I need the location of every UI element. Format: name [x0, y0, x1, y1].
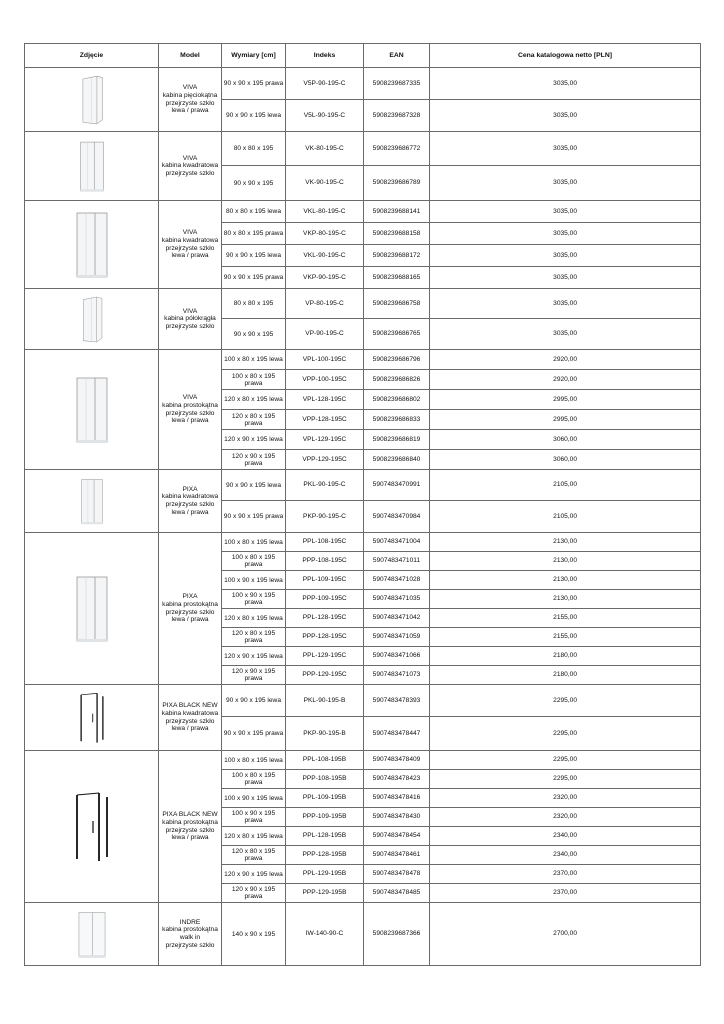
dimensions-cell: 90 x 90 x 195	[222, 166, 286, 201]
index-cell: PPP-128-195B	[286, 846, 364, 865]
model-cell	[159, 201, 222, 289]
price-cell: 2340,00	[430, 827, 701, 846]
walk-in-shower-icon	[69, 907, 115, 962]
dimensions-cell: 90 x 90 x 195 lewa	[222, 470, 286, 501]
price-cell: 2180,00	[430, 666, 701, 685]
product-photo	[25, 533, 159, 685]
price-cell: 3035,00	[430, 245, 701, 267]
index-cell: IW-140-90-C	[286, 903, 364, 966]
table-row	[25, 903, 701, 966]
price-cell: 3060,00	[430, 430, 701, 450]
ean-cell: 5907483471035	[364, 590, 430, 609]
index-cell: VPP-100-195C	[286, 370, 364, 390]
price-cell: 2920,00	[430, 350, 701, 370]
price-cell: 2370,00	[430, 884, 701, 903]
index-cell: VPP-128-195C	[286, 410, 364, 430]
index-cell: PPL-109-195C	[286, 571, 364, 590]
ean-cell: 5907483478409	[364, 751, 430, 770]
table-row	[25, 685, 701, 717]
index-cell: PKP-90-195-C	[286, 501, 364, 533]
square-shower-icon	[69, 136, 115, 197]
table-row	[25, 289, 701, 319]
ean-cell: 5907483471011	[364, 552, 430, 571]
price-cell: 2130,00	[430, 552, 701, 571]
price-cell: 2370,00	[430, 865, 701, 884]
dimensions-cell: 120 x 80 x 195 lewa	[222, 609, 286, 628]
ean-cell: 5907483471042	[364, 609, 430, 628]
ean-cell: 5907483478423	[364, 770, 430, 789]
ean-cell: 5907483478393	[364, 685, 430, 717]
price-cell: 3035,00	[430, 132, 701, 166]
dimensions-cell: 100 x 80 x 195 lewa	[222, 751, 286, 770]
dimensions-cell: 90 x 90 x 195 prawa	[222, 68, 286, 100]
index-cell: VKP-80-195-C	[286, 223, 364, 245]
price-cell: 2105,00	[430, 501, 701, 533]
index-cell: VKP-90-195-C	[286, 267, 364, 289]
ean-cell: 5908239688165	[364, 267, 430, 289]
index-cell: VPP-129-195C	[286, 450, 364, 470]
rectangular-shower-icon	[69, 569, 115, 649]
model-cell	[159, 903, 222, 966]
price-cell: 3035,00	[430, 267, 701, 289]
price-cell: 2130,00	[430, 571, 701, 590]
model-cell	[159, 751, 222, 903]
price-cell: 3035,00	[430, 166, 701, 201]
model-description: walk in	[179, 934, 201, 941]
header-row	[25, 44, 701, 68]
index-cell: VPL-100-195C	[286, 350, 364, 370]
dimensions-cell: 80 x 80 x 195 lewa	[222, 201, 286, 223]
price-cell: 3035,00	[430, 319, 701, 350]
product-photo	[25, 289, 159, 350]
table-row	[25, 533, 701, 552]
model-description: lewa / prawa	[171, 616, 209, 624]
ean-cell: 5908239686796	[364, 350, 430, 370]
header-photo: Zdjęcie	[25, 44, 159, 68]
model-description: kabina kwadratowa	[161, 709, 219, 717]
ean-cell: 5908239687328	[364, 100, 430, 132]
model-description: przejrzyste szkło	[165, 941, 215, 949]
dimensions-cell: 120 x 90 x 195 lewa	[222, 647, 286, 666]
ean-cell: 5908239687366	[364, 903, 430, 966]
price-cell: 2295,00	[430, 685, 701, 717]
ean-cell: 5907483471004	[364, 533, 430, 552]
ean-cell: 5907483478478	[364, 865, 430, 884]
index-cell: PPP-128-195C	[286, 628, 364, 647]
index-cell: VK-80-195-C	[286, 132, 364, 166]
index-cell: PKL-90-195-B	[286, 685, 364, 717]
index-cell: VP-80-195-C	[286, 289, 364, 319]
model-description: przejrzyste szkło	[165, 169, 215, 177]
model-description: przejrzyste szkło	[165, 322, 215, 330]
ean-cell: 5907483471059	[364, 628, 430, 647]
ean-cell: 5907483478454	[364, 827, 430, 846]
dimensions-cell: 100 x 80 x 195 prawa	[222, 770, 286, 789]
model-description: przejrzyste szkło	[165, 244, 215, 252]
ean-cell: 5907483471073	[364, 666, 430, 685]
product-photo	[25, 132, 159, 201]
model-cell	[159, 132, 222, 201]
index-cell: VPL-129-195C	[286, 430, 364, 450]
price-cell: 2320,00	[430, 789, 701, 808]
model-description: kabina prostokątna	[162, 600, 218, 608]
dimensions-cell: 100 x 80 x 195 prawa	[222, 370, 286, 390]
ean-cell: 5907483470991	[364, 470, 430, 501]
dimensions-cell: 90 x 90 x 195	[222, 319, 286, 350]
ean-cell: 5908239688172	[364, 245, 430, 267]
price-cell: 3035,00	[430, 100, 701, 132]
ean-cell: 5908239686819	[364, 430, 430, 450]
model-name: VIVA	[182, 84, 198, 92]
product-photo	[25, 903, 159, 966]
dimensions-cell: 100 x 80 x 195 lewa	[222, 533, 286, 552]
model-description: kabina prostokątna	[162, 926, 218, 934]
black-frame-shower-icon	[69, 787, 115, 867]
price-cell: 2155,00	[430, 628, 701, 647]
ean-cell: 5908239688141	[364, 201, 430, 223]
price-cell: 2105,00	[430, 470, 701, 501]
index-cell: PKP-90-195-B	[286, 717, 364, 751]
product-photo	[25, 470, 159, 533]
index-cell: PPL-108-195B	[286, 751, 364, 770]
dimensions-cell: 120 x 90 x 195 lewa	[222, 430, 286, 450]
index-cell: V5P-90-195-C	[286, 68, 364, 100]
price-cell: 2295,00	[430, 770, 701, 789]
dimensions-cell: 90 x 90 x 195 lewa	[222, 245, 286, 267]
index-cell: PPL-128-195C	[286, 609, 364, 628]
price-cell: 2130,00	[430, 533, 701, 552]
table-row	[25, 470, 701, 501]
index-cell: VK-90-195-C	[286, 166, 364, 201]
product-photo	[25, 685, 159, 751]
dimensions-cell: 120 x 90 x 195 prawa	[222, 666, 286, 685]
ean-cell: 5908239686758	[364, 289, 430, 319]
price-cell: 2995,00	[430, 390, 701, 410]
index-cell: PPP-108-195C	[286, 552, 364, 571]
ean-cell: 5907483478485	[364, 884, 430, 903]
ean-cell: 5907483478416	[364, 789, 430, 808]
model-description: lewa / prawa	[171, 417, 209, 425]
dimensions-cell: 100 x 80 x 195 prawa	[222, 552, 286, 571]
model-name: PIXA BLACK NEW	[162, 702, 218, 710]
model-name: VIVA	[182, 394, 198, 402]
model-description: lewa / prawa	[171, 834, 209, 842]
model-cell	[159, 68, 222, 132]
model-description: przejrzyste szkło	[165, 501, 215, 508]
model-cell	[159, 533, 222, 685]
model-description: kabina półokrągła	[164, 315, 216, 323]
price-cell: 2920,00	[430, 370, 701, 390]
table-row	[25, 350, 701, 370]
rectangular-shower-icon	[69, 370, 115, 450]
pentagon-shower-icon	[69, 72, 115, 128]
ean-cell: 5908239686833	[364, 410, 430, 430]
price-cell: 3035,00	[430, 223, 701, 245]
index-cell: VP-90-195-C	[286, 319, 364, 350]
product-photo	[25, 68, 159, 132]
model-name: INDRE	[179, 918, 201, 926]
ean-cell: 5908239686789	[364, 166, 430, 201]
model-description: kabina prostokątna	[162, 818, 218, 826]
model-description: przejrzyste szkło	[165, 717, 215, 725]
index-cell: V5L-90-195-C	[286, 100, 364, 132]
model-description: przejrzyste szkło	[165, 608, 215, 616]
dimensions-cell: 120 x 90 x 195 prawa	[222, 884, 286, 903]
ean-cell: 5908239686826	[364, 370, 430, 390]
dimensions-cell: 120 x 90 x 195 prawa	[222, 450, 286, 470]
model-cell	[159, 470, 222, 533]
price-cell: 3035,00	[430, 289, 701, 319]
dimensions-cell: 90 x 90 x 195 lewa	[222, 100, 286, 132]
model-name: PIXA BLACK NEW	[162, 811, 218, 819]
table-row	[25, 751, 701, 770]
dimensions-cell: 100 x 90 x 195 lewa	[222, 789, 286, 808]
table-row	[25, 68, 701, 100]
price-cell: 3035,00	[430, 68, 701, 100]
price-list-table	[24, 43, 701, 966]
price-cell: 2155,00	[430, 609, 701, 628]
table-row	[25, 132, 701, 166]
dimensions-cell: 120 x 80 x 195 prawa	[222, 410, 286, 430]
square-shower-icon	[69, 474, 115, 529]
price-cell: 2295,00	[430, 751, 701, 770]
dimensions-cell: 90 x 90 x 195 prawa	[222, 501, 286, 533]
model-description: kabina kwadratowa	[161, 162, 219, 170]
ean-cell: 5908239686765	[364, 319, 430, 350]
dimensions-cell: 100 x 90 x 195 lewa	[222, 571, 286, 590]
index-cell: VKL-90-195-C	[286, 245, 364, 267]
model-description: lewa / prawa	[171, 508, 209, 516]
header-index: Indeks	[286, 44, 364, 68]
index-cell: PPP-129-195C	[286, 666, 364, 685]
dimensions-cell: 90 x 90 x 195 prawa	[222, 717, 286, 751]
model-name: VIVA	[182, 229, 198, 237]
index-cell: PPL-128-195B	[286, 827, 364, 846]
index-cell: VKL-80-195-C	[286, 201, 364, 223]
index-cell: PPP-129-195B	[286, 884, 364, 903]
dimensions-cell: 120 x 80 x 195 prawa	[222, 846, 286, 865]
model-description: przejrzyste szkło	[165, 826, 215, 834]
price-cell: 2180,00	[430, 647, 701, 666]
ean-cell: 5907483470984	[364, 501, 430, 533]
price-cell: 3035,00	[430, 201, 701, 223]
model-description: kabina kwadratowa	[161, 493, 219, 501]
model-description: lewa / prawa	[171, 725, 209, 733]
dimensions-cell: 80 x 80 x 195	[222, 289, 286, 319]
product-photo	[25, 751, 159, 903]
price-cell: 3060,00	[430, 450, 701, 470]
model-description: kabina kwadratowa	[161, 236, 219, 244]
index-cell: PPL-108-195C	[286, 533, 364, 552]
price-cell: 2295,00	[430, 717, 701, 751]
model-name: PIXA	[182, 485, 198, 493]
price-cell: 2130,00	[430, 590, 701, 609]
dimensions-cell: 90 x 90 x 195 lewa	[222, 685, 286, 717]
quadrant-shower-icon	[69, 293, 115, 346]
header-model: Model	[159, 44, 222, 68]
model-cell	[159, 685, 222, 751]
dimensions-cell: 80 x 80 x 195 prawa	[222, 223, 286, 245]
model-name: VIVA	[182, 154, 198, 162]
model-description: przejrzyste szkło	[165, 409, 215, 417]
header-dimensions: Wymiary [cm]	[222, 44, 286, 68]
index-cell: PPL-129-195B	[286, 865, 364, 884]
ean-cell: 5907483471028	[364, 571, 430, 590]
price-cell: 2995,00	[430, 410, 701, 430]
dimensions-cell: 90 x 90 x 195 prawa	[222, 267, 286, 289]
dimensions-cell: 120 x 90 x 195 lewa	[222, 865, 286, 884]
index-cell: PKL-90-195-C	[286, 470, 364, 501]
dimensions-cell: 140 x 90 x 195	[222, 903, 286, 966]
index-cell: PPP-109-195B	[286, 808, 364, 827]
price-cell: 2320,00	[430, 808, 701, 827]
index-cell: PPP-109-195C	[286, 590, 364, 609]
dimensions-cell: 100 x 80 x 195 lewa	[222, 350, 286, 370]
model-description: lewa / prawa	[171, 107, 209, 115]
ean-cell: 5908239686772	[364, 132, 430, 166]
dimensions-cell: 80 x 80 x 195	[222, 132, 286, 166]
ean-cell: 5907483471066	[364, 647, 430, 666]
model-description: kabina pięciokątna	[162, 91, 218, 99]
model-description: przejrzyste szkło	[165, 99, 215, 107]
model-description: lewa / prawa	[171, 252, 209, 260]
ean-cell: 5907483478430	[364, 808, 430, 827]
header-price: Cena katalogowa netto [PLN]	[430, 44, 701, 68]
price-cell: 2340,00	[430, 846, 701, 865]
dimensions-cell: 120 x 80 x 195 lewa	[222, 827, 286, 846]
header-ean: EAN	[364, 44, 430, 68]
product-photo	[25, 350, 159, 470]
ean-cell: 5908239688158	[364, 223, 430, 245]
square-shower-icon	[69, 205, 115, 285]
price-cell: 2700,00	[430, 903, 701, 966]
ean-cell: 5907483478447	[364, 717, 430, 751]
model-description: kabina prostokątna	[162, 401, 218, 409]
index-cell: VPL-128-195C	[286, 390, 364, 410]
ean-cell: 5907483478461	[364, 846, 430, 865]
model-name: VIVA	[182, 307, 198, 315]
ean-cell: 5908239686802	[364, 390, 430, 410]
ean-cell: 5908239687335	[364, 68, 430, 100]
ean-cell: 5908239686840	[364, 450, 430, 470]
index-cell: PPL-109-195B	[286, 789, 364, 808]
dimensions-cell: 100 x 90 x 195 prawa	[222, 808, 286, 827]
model-cell	[159, 350, 222, 470]
dimensions-cell: 100 x 90 x 195 prawa	[222, 590, 286, 609]
product-photo	[25, 201, 159, 289]
index-cell: PPP-108-195B	[286, 770, 364, 789]
black-frame-shower-icon	[69, 689, 115, 747]
dimensions-cell: 120 x 80 x 195 prawa	[222, 628, 286, 647]
model-name: PIXA	[182, 593, 198, 601]
index-cell: PPL-129-195C	[286, 647, 364, 666]
model-cell	[159, 289, 222, 350]
dimensions-cell: 120 x 80 x 195 lewa	[222, 390, 286, 410]
table-row	[25, 201, 701, 223]
